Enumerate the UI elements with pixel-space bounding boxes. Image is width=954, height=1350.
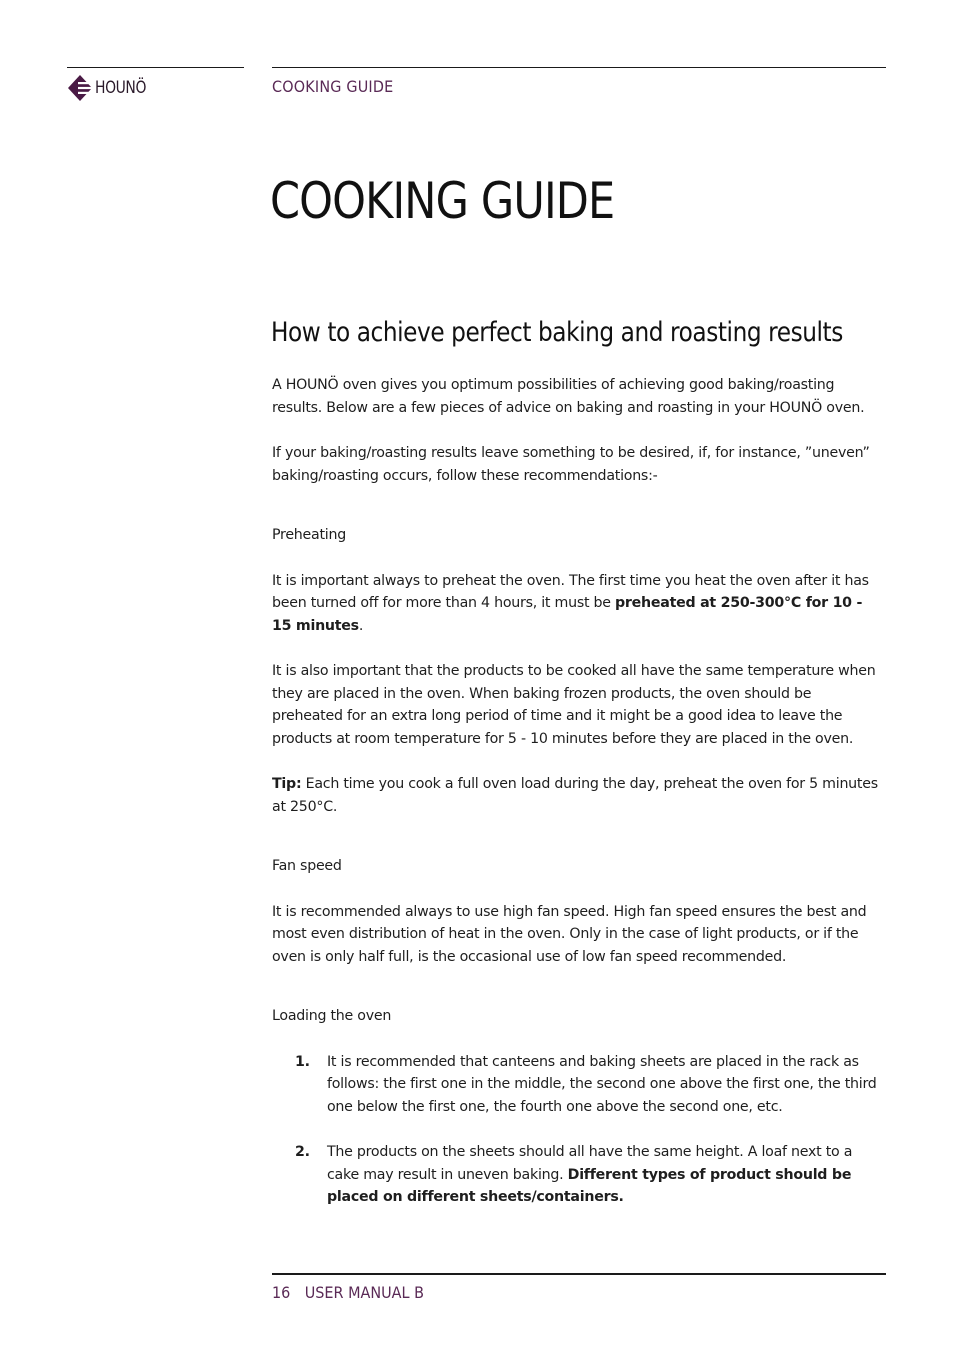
list-item-number: 1. (295, 1053, 310, 1070)
preheating-paragraph-1: It is important always to preheat the oven. The first time you heat the oven after it has been turned off for more than 4 hours, it must be preheated at 250-300°C for 10 - 15 minutes. (272, 572, 869, 634)
fan-speed-heading: Fan speed (272, 858, 342, 874)
tip-paragraph: Tip: Each time you cook a full oven load during the day, preheat the oven for 5 minutes at 250°C. (272, 776, 878, 815)
tip-label: Tip: (272, 776, 302, 792)
intro-paragraph-1: A HOUNÖ oven gives you optimum possibilities of achieving good baking/roasting results. Below are a few pieces of advice on baking and roasting in your HOUNÖ oven. (272, 377, 865, 416)
list-item (272, 1141, 882, 1209)
preheating-paragraph-2: It is also important that the products to be cooked all have the same temperature when they are placed in the oven. When baking frozen products, the oven should be preheated for an extra long period of time and it might be a good idea to leave the products at room temperature for 5 - 10 minutes before they are placed in the oven. (272, 663, 876, 747)
fan-speed-paragraph: It is recommended always to use high fan speed. High fan speed ensures the best and most even distribution of heat in the oven. Only in the case of light products, or if the oven is only half full, is the occasional use of low fan speed recommended. (272, 903, 867, 965)
loading-list (272, 1051, 882, 1209)
section-subtitle: How to achieve perfect baking and roasting results (271, 317, 843, 348)
page-title: COOKING GUIDE (270, 172, 615, 230)
manual-name: USER MANUAL B (304, 1283, 425, 1302)
running-head: COOKING GUIDE (272, 77, 394, 96)
hounoe-logo (67, 74, 157, 102)
logo-diamond-icon (67, 74, 93, 102)
list-item-text: It is recommended that canteens and baking sheets are placed in the rack as follows: the first one in the middle, the second one above the first one, the third one below the first one, the fourth one above the second one, etc. (327, 1053, 877, 1115)
header-rule-left (67, 67, 244, 68)
list-item-number: 2. (295, 1144, 310, 1160)
page-footer (272, 1283, 424, 1302)
footer-rule (272, 1273, 886, 1275)
list-item-text: The products on the sheets should all have the same height. A loaf next to a cake may result in uneven baking. (327, 1144, 853, 1183)
body-content (272, 374, 882, 1209)
preheat-emphasis: preheated at 250-300°C for 10 - 15 minutes (272, 595, 863, 634)
header-rule-right (272, 67, 886, 68)
list-item (272, 1051, 882, 1119)
page-number: 16 (272, 1283, 291, 1302)
intro-paragraph-2: If your baking/roasting results leave something to be desired, if, for instance, ”uneven” baking/roasting occurs, follow these recommendations:- (272, 445, 870, 484)
logo-wordmark: HOUNÖ (95, 78, 147, 98)
list-item-emphasis: Different types of product should be placed on different sheets/containers. (327, 1166, 852, 1205)
preheating-heading: Preheating (272, 527, 346, 543)
loading-heading: Loading the oven (272, 1008, 392, 1024)
